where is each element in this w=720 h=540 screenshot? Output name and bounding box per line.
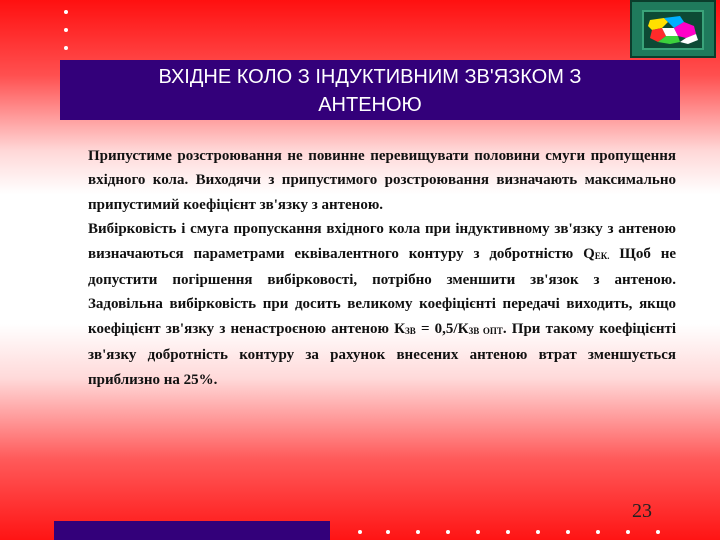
paragraph-2 bbox=[88, 217, 676, 392]
q-subscript: ЕК. bbox=[594, 250, 610, 261]
slide-body bbox=[88, 144, 676, 392]
paragraph-1: Припустиме розстроювання не повинне перевищувати половини смуги пропущення вхідного кола. Виходячи з припустимого розстроювання визначають максимально припустимий коефіцієнт зв'язку з антеною. bbox=[88, 148, 676, 213]
decorative-dots-vertical bbox=[62, 6, 70, 52]
paragraph-2-part1: Вибірковість і смуга пропускання вхідного кола при індуктивному зв'язку з антеною визначаються параметрами еквівалентного контуру з добротністю Q bbox=[88, 221, 676, 262]
slide-title-line2: АНТЕНОЮ bbox=[318, 94, 422, 116]
decorative-dots-horizontal bbox=[358, 528, 678, 536]
paragraph-2-part2: Щоб не допустити погіршення вибірковості, потрібно зменшити зв'язок з антеною. Задовільна вибірковість при досить великому коефіцієнті передачі виходить, якщо коефіцієнт зв'язку з ненастроєною антеною К bbox=[88, 245, 676, 337]
colorful-map-logo-icon bbox=[642, 10, 704, 50]
k-subscript-2: ЗВ ОПТ bbox=[468, 325, 503, 336]
page-number: 23 bbox=[632, 500, 652, 522]
slide-title bbox=[60, 60, 680, 120]
paragraph-2-part4: . При такому коефіцієнті зв'язку добротність контуру за рахунок внесених антеною втрат зменшується приблизно на 25%. bbox=[88, 320, 676, 388]
footer-band bbox=[54, 521, 330, 540]
logo-button[interactable] bbox=[630, 0, 716, 58]
k-subscript-1: ЗВ bbox=[405, 325, 416, 336]
paragraph-2-part3: = 0,5/К bbox=[415, 320, 469, 337]
slide-title-line1: ВХІДНЕ КОЛО З ІНДУКТИВНИМ ЗВ'ЯЗКОМ З bbox=[158, 66, 582, 88]
